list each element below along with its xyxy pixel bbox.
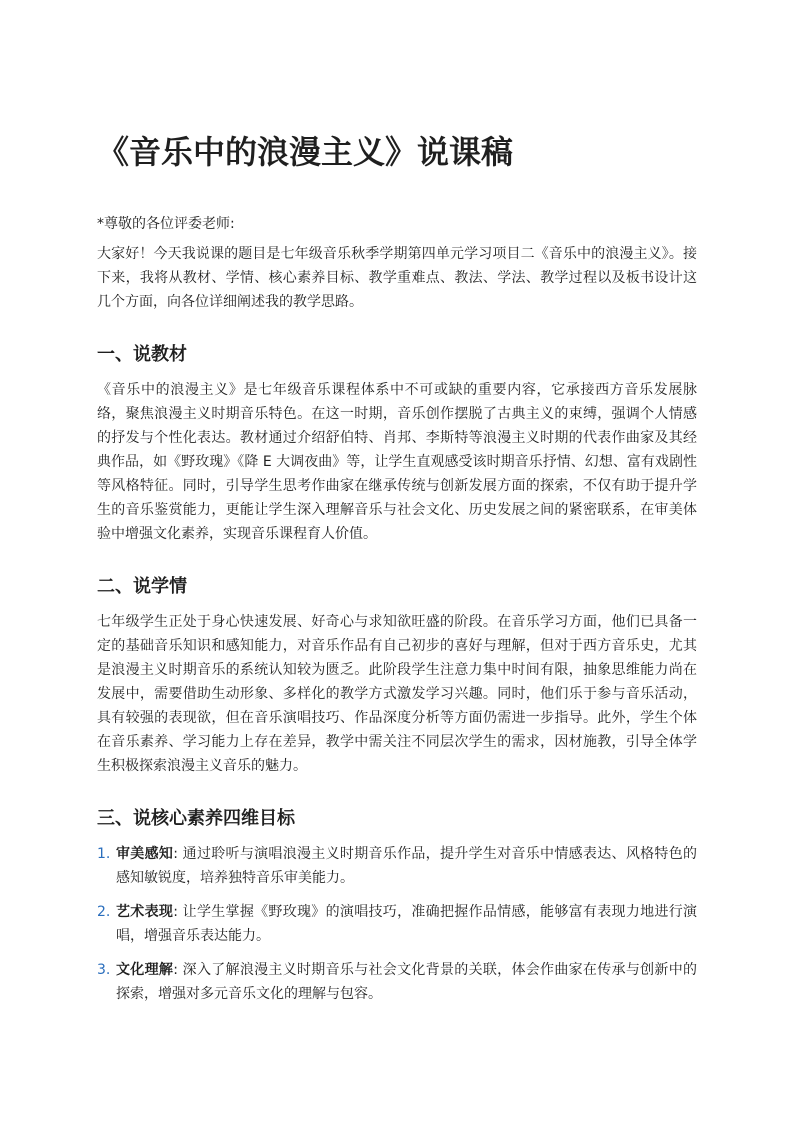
list-number: 1. (97, 846, 111, 862)
list-number: 3. (97, 962, 111, 978)
goal-text: : 深入了解浪漫主义时期音乐与社会文化背景的关联，体会作曲家在传承与创新中的探索，增强对多元音乐文化的理解与包容。 (116, 962, 697, 1002)
document-title: 《音乐中的浪漫主义》说课稿 (97, 133, 514, 171)
list-number: 2. (97, 904, 111, 920)
section-heading-students: 二、说学情 (97, 576, 187, 597)
section-body-textbook: 《音乐中的浪漫主义》是七年级音乐课程体系中不可或缺的重要内容，它承接西方音乐发展脉络，聚焦浪漫主义时期音乐特色。在这一时期，音乐创作摆脱了古典主义的束缚，强调个人情感的抒发与个性化表达。教材通过介绍舒伯特、肖邦、李斯特等浪漫主义时期的代表作曲家及其经典作品，如《野玫瑰》《降 E 大调夜曲》等，让学生直观感受该时期音乐抒情、幻想、富有戏剧性等风格特征。同时，引导学生思考作曲家在继承传统与创新发展方面的探索，不仅有助于提升学生的音乐鉴赏能力，更能让学生深入理解音乐与社会文化、历史发展之间的紧密联系，在审美体验中增强文化素养，实现音乐课程育人价值。 (97, 382, 697, 542)
goal-term: 文化理解 (116, 962, 174, 978)
goal-term: 审美感知 (116, 846, 174, 862)
section-heading-goals: 三、说核心素养四维目标 (97, 808, 295, 829)
goal-item-performance (97, 900, 697, 948)
goal-item-aesthetic (97, 842, 697, 890)
goal-term: 艺术表现 (116, 904, 174, 920)
greeting-line: *尊敬的各位评委老师: (97, 216, 235, 232)
section-body-students: 七年级学生正处于身心快速发展、好奇心与求知欲旺盛的阶段。在音乐学习方面，他们已具备一定的基础音乐知识和感知能力，对音乐作品有自己初步的喜好与理解，但对于西方音乐史，尤其是浪漫主义时期音乐的系统认知较为匮乏。此阶段学生注意力集中时间有限，抽象思维能力尚在发展中，需要借助生动形象、多样化的教学方式激发学习兴趣。同时，他们乐于参与音乐活动，具有较强的表现欲，但在音乐演唱技巧、作品深度分析等方面仍需进一步指导。此外，学生个体在音乐素养、学习能力上存在差异，教学中需关注不同层次学生的需求，因材施教，引导全体学生积极探索浪漫主义音乐的魅力。 (97, 614, 697, 774)
goal-text: : 让学生掌握《野玫瑰》的演唱技巧，准确把握作品情感，能够富有表现力地进行演唱，增强音乐表达能力。 (116, 904, 697, 944)
goals-list (97, 842, 697, 1006)
goal-item-culture (97, 958, 697, 1006)
goal-text: : 通过聆听与演唱浪漫主义时期音乐作品，提升学生对音乐中情感表达、风格特色的感知敏锐度，培养独特音乐审美能力。 (116, 846, 697, 886)
intro-paragraph: 大家好！今天我说课的题目是七年级音乐秋季学期第四单元学习项目二《音乐中的浪漫主义》。接下来，我将从教材、学情、核心素养目标、教学重难点、教法、学法、教学过程以及板书设计这几个方面，向各位详细阐述我的教学思路。 (97, 246, 697, 310)
section-heading-textbook: 一、说教材 (97, 344, 187, 365)
